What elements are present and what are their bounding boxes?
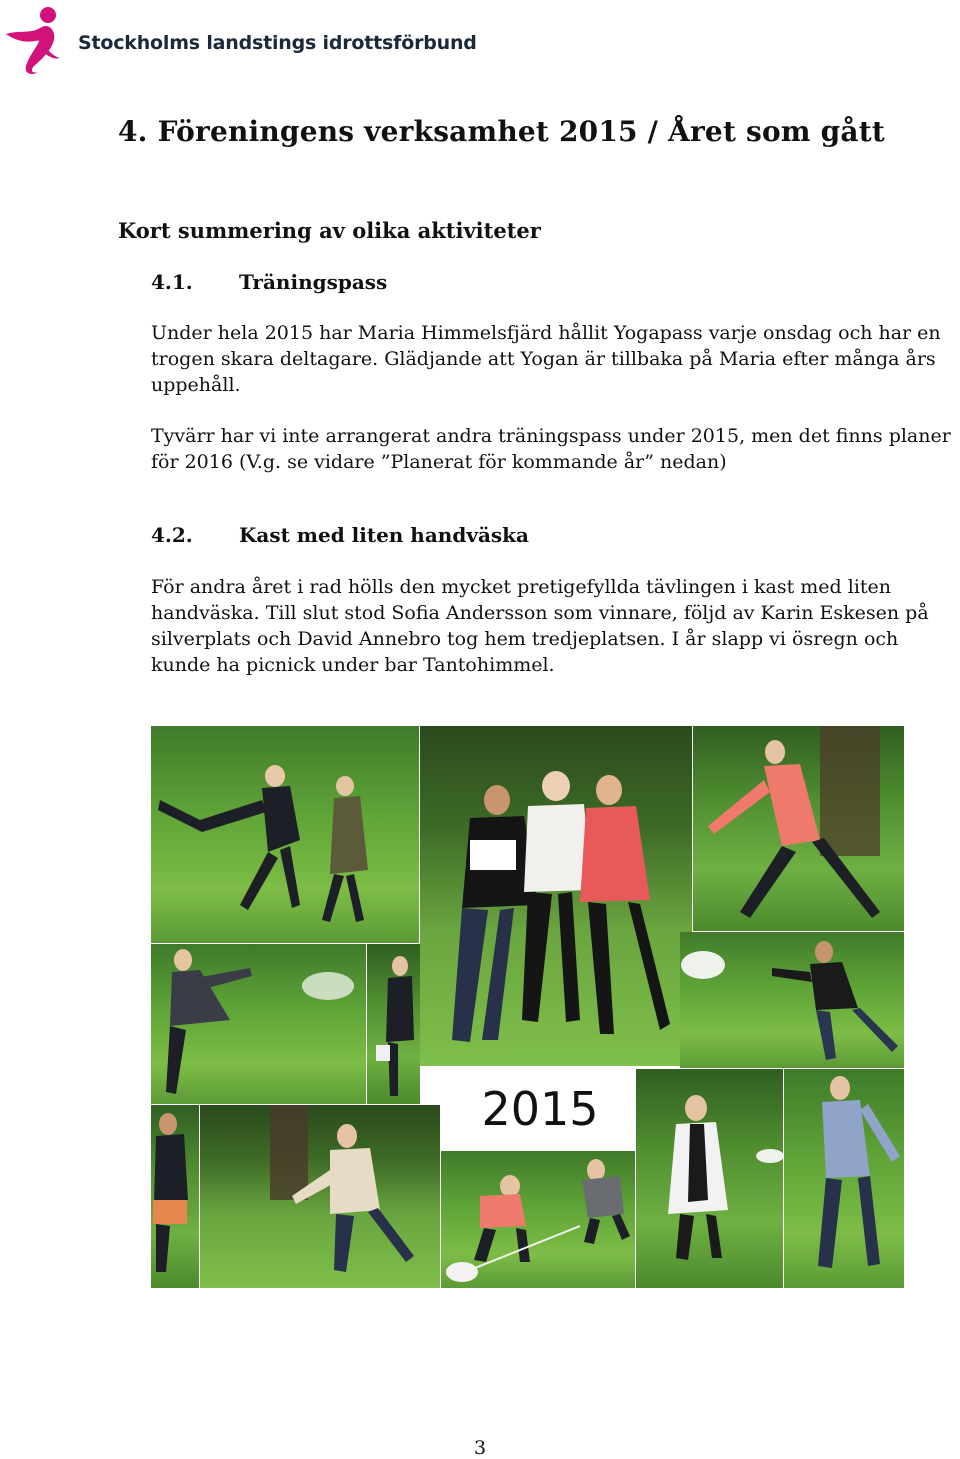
photo-tile — [151, 1105, 199, 1288]
paragraph-training-plans: Tyvärr har vi inte arrangerat andra träningspass under 2015, men det finns planer för 2016 (V.g. se vidare ”Planerat för kommande år” nedan) — [151, 425, 951, 473]
collage-year-label: 2015 — [445, 1068, 635, 1150]
photo-tile — [680, 932, 904, 1068]
photo-tile — [441, 1151, 635, 1288]
subsection-title: Kast med liten handväska — [239, 523, 529, 547]
section-subtitle: Kort summering av olika aktiviteter — [118, 218, 541, 243]
photo-tile — [151, 726, 419, 943]
paragraph-training-yoga: Under hela 2015 har Maria Himmelsfjärd hållit Yogapass varje onsdag och har en trogen skara deltagare. Glädjande att Yogan är tillbaka på Maria efter många års uppehåll. — [151, 322, 941, 396]
subsection-number: 4.1. — [151, 270, 193, 294]
photo-tile-winners — [420, 726, 692, 1066]
page-header — [0, 0, 960, 80]
subsection-heading-training — [151, 270, 387, 294]
page-number: 3 — [473, 1437, 487, 1459]
photo-tile — [636, 1069, 783, 1288]
section-title: 4. Föreningens verksamhet 2015 / Året som gått — [118, 115, 886, 148]
subsection-heading-handbag — [151, 523, 529, 547]
organization-name: Stockholms landstings idrottsförbund — [78, 32, 477, 54]
paragraph-handbag-competition: För andra året i rad hölls den mycket pretigefyllda tävlingen i kast med liten handväska. Till slut stod Sofia Andersson som vinnare, följd av Karin Eskesen på silverplats och David Annebro tog hem tredjeplatsen. I år slapp vi ösregn och kunde ha picnick under bar Tantohimmel. — [151, 576, 929, 676]
subsection-title: Träningspass — [239, 270, 388, 294]
subsection-number: 4.2. — [151, 523, 193, 547]
photo-tile — [367, 944, 420, 1104]
sli-logo-icon — [2, 4, 66, 76]
photo-tile — [151, 944, 366, 1104]
photo-tile — [693, 726, 904, 931]
photo-tile — [200, 1105, 440, 1288]
photo-tile — [784, 1069, 904, 1288]
